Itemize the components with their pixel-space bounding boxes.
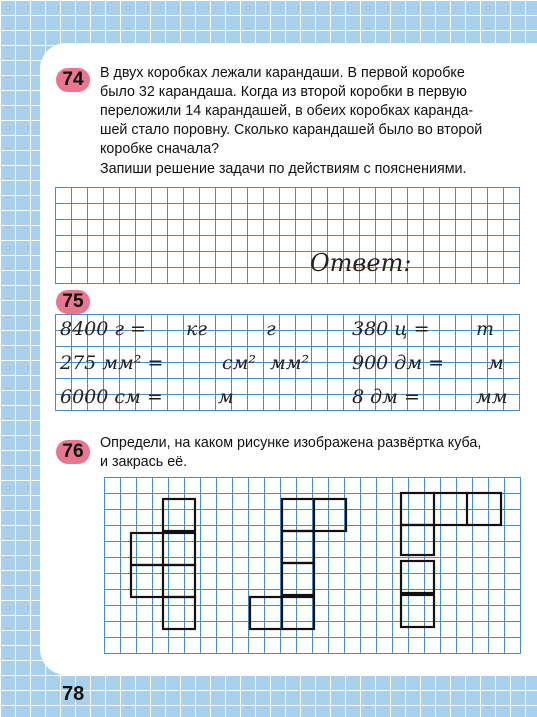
task-76-line-1: Определи, на каком рисунке изображена развёртка куба, (100, 435, 482, 451)
cube-net-figure-2[interactable] (250, 499, 346, 629)
conversion-unit-m-2: м (488, 352, 504, 374)
task-74-line-3: переложили 14 карандашей, в обеих коробках каранда- (100, 103, 474, 119)
cube-net-figure-1[interactable] (131, 499, 195, 629)
conversion-expr-6: 8 дм = (352, 386, 420, 408)
task-74-instruction: Запиши решение задачи по действиям с пояснениями. (100, 161, 467, 177)
conversion-expr-5: 900 дм = (352, 352, 445, 374)
task-74-line-4: шей стало поровну. Сколько карандашей было во второй (100, 122, 483, 138)
task-76-line-2: и закрась её. (100, 454, 188, 470)
answer-label: Ответ: (310, 249, 412, 277)
conversion-unit-m-1: м (218, 386, 234, 408)
conversion-unit-cm2: см² (222, 352, 257, 374)
task-74-line-5: коробке сначала? (100, 141, 220, 157)
conversion-unit-t: т (476, 318, 495, 340)
conversion-expr-3: 6000 см = (60, 386, 163, 408)
task-74-badge: 74 (56, 68, 90, 92)
task-75-badge: 75 (56, 290, 90, 314)
conversion-unit-mm2: мм² (270, 352, 310, 374)
task-74-line-2: было 32 карандаша. Когда из второй коробки в первую (100, 84, 467, 100)
conversion-expr-2: 275 мм² = (60, 352, 164, 374)
conversion-expr-1: 8400 г = (60, 318, 146, 340)
page-number: 78 (62, 683, 85, 705)
task-76-badge: 76 (56, 440, 90, 464)
conversion-unit-mm: мм (476, 386, 508, 408)
conversion-unit-g: г (266, 318, 276, 340)
conversion-unit-kg: кг (186, 318, 207, 340)
task-74-line-1: В двух коробках лежали карандаши. В первой коробке (100, 65, 465, 81)
conversion-expr-4: 380 ц = (352, 318, 430, 340)
cube-net-figure-3[interactable] (401, 493, 501, 627)
